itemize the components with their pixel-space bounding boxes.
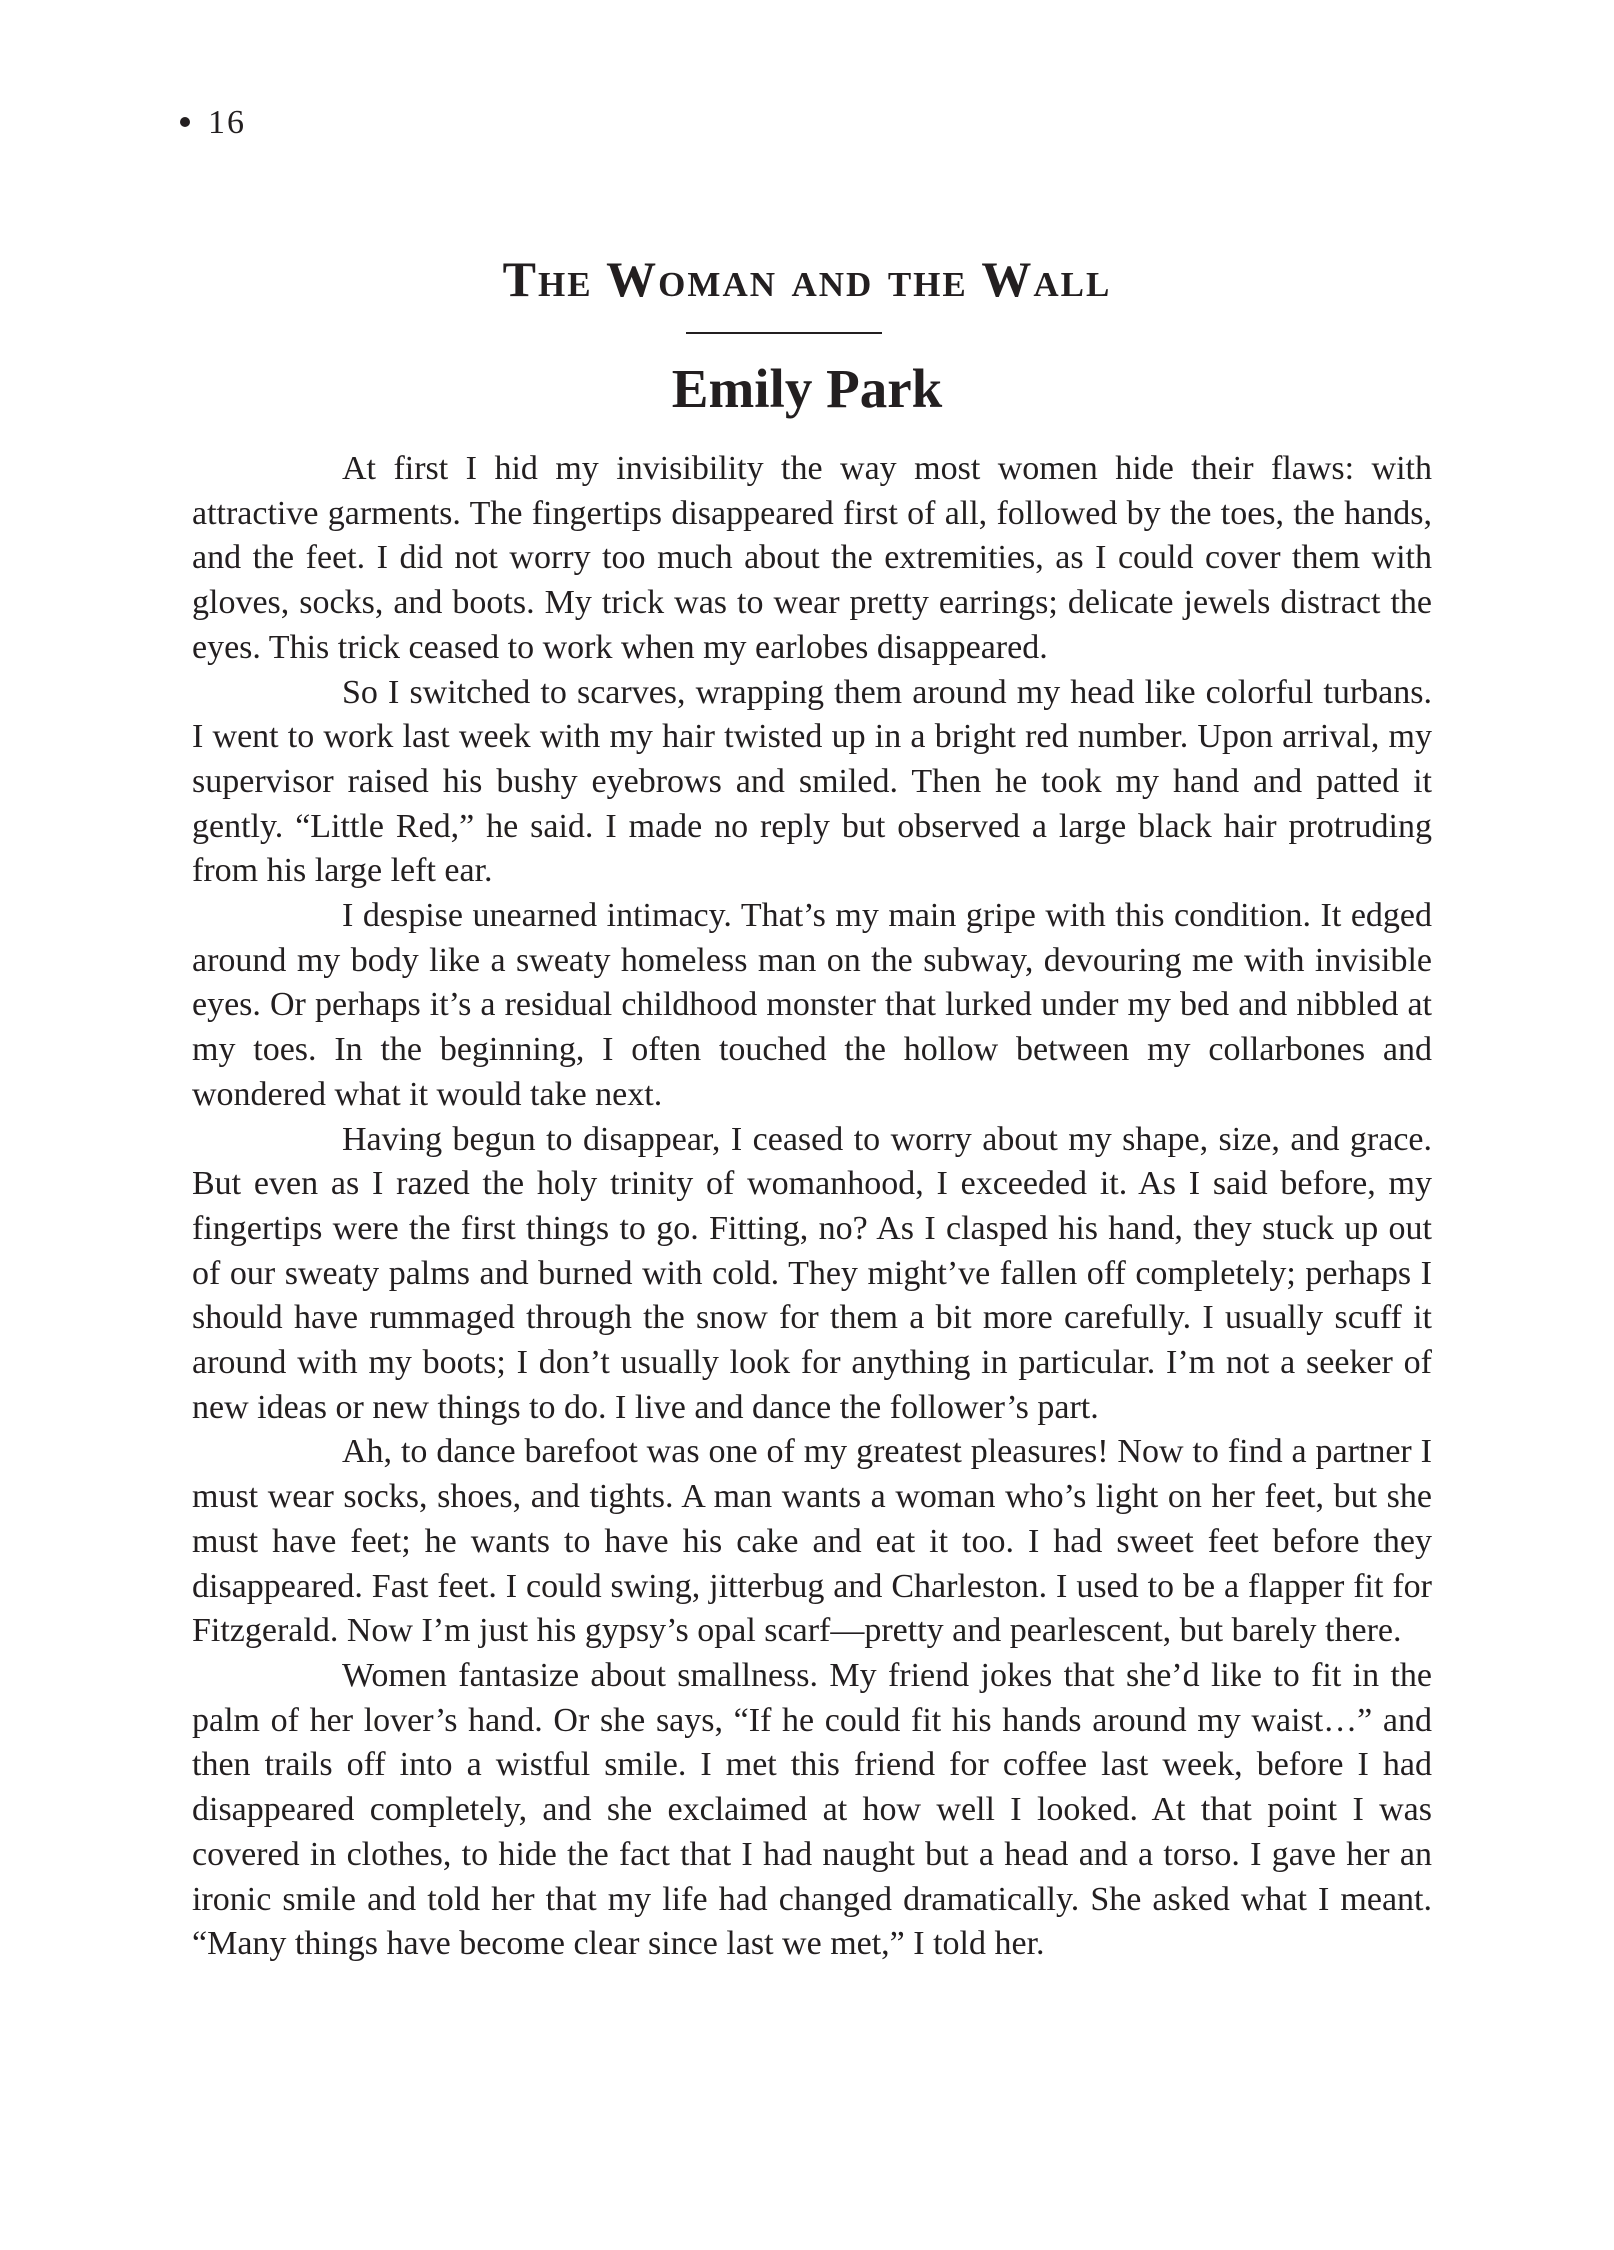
paragraph: Ah, to dance barefoot was one of my greatest pleasures! Now to find a partner I must wear socks, shoes, and tights. A man wants a woman who’s light on her feet, but she must have feet; he wants to have his cake and eat it too. I had sweet feet before they disappeared. Fast feet. I could swing, jitterbug and Charleston. I used to be a flapper fit for Fitzgerald. Now I’m just his gypsy’s opal scarf—pretty and pearlescent, but barely there. bbox=[192, 1433, 1432, 1650]
story-body bbox=[192, 447, 1432, 1967]
paragraph: At first I hid my invisibility the way most women hide their flaws: with attractive garments. The fingertips disappeared first of all, followed by the toes, the hands, and the feet. I did not worry too much about the extremities, as I could cover them with gloves, socks, and boots. My trick was to wear pretty earrings; delicate jewels distract the eyes. This trick ceased to work when my earlobes disappeared. bbox=[192, 450, 1432, 666]
paragraph: I despise unearned intimacy. That’s my main gripe with this condition. It edged around my body like a sweaty homeless man on the subway, devouring me with invisible eyes. Or perhaps it’s a residual childhood monster that lurked under my bed and nibbled at my toes. In the beginning, I often touched the hollow between my collarbones and wondered what it would take next. bbox=[192, 897, 1432, 1113]
paragraph: Having begun to disappear, I ceased to worry about my shape, size, and grace. But even as I razed the holy trinity of womanhood, I exceeded it. As I said before, my fingertips were the first things to go. Fitting, no? As I clasped his hand, they stuck up out of our sweaty palms and burned with cold. They might’ve fallen off completely; perhaps I should have rummaged through the snow for them a bit more carefully. I usually scuff it around with my boots; I don’t usually look for anything in particular. I’m not a seeker of new ideas or new things to do. I live and dance the follower’s part. bbox=[192, 1120, 1432, 1426]
title-divider bbox=[686, 332, 882, 334]
paragraph: Women fantasize about smallness. My friend jokes that she’d like to fit in the palm of her lover’s hand. Or she says, “If he could fit his hands around my waist…” and then trails off into a wistful smile. I met this friend for coffee last week, before I had disappeared completely, and she exclaimed at how well I looked. At that point I was covered in clothes, to hide the fact that I had naught but a head and a torso. I gave her an ironic smile and told her that my life had changed dramatically. She asked what I meant. “Many things have become clear since last we met,” I told her. bbox=[192, 1656, 1432, 1963]
story-title: The Woman and the Wall bbox=[502, 251, 1112, 307]
story-author: Emily Park bbox=[671, 358, 943, 419]
page-number bbox=[180, 106, 246, 140]
page-number-value: 16 bbox=[208, 104, 246, 141]
paragraph: So I switched to scarves, wrapping them around my head like colorful turbans. I went to work last week with my hair twisted up in a bright red number. Upon arrival, my supervisor raised his bushy eyebrows and smiled. Then he took my hand and patted it gently. “Little Red,” he said. I made no reply but observed a large black hair protruding from his large left ear. bbox=[192, 673, 1432, 890]
bullet-icon bbox=[180, 117, 190, 127]
